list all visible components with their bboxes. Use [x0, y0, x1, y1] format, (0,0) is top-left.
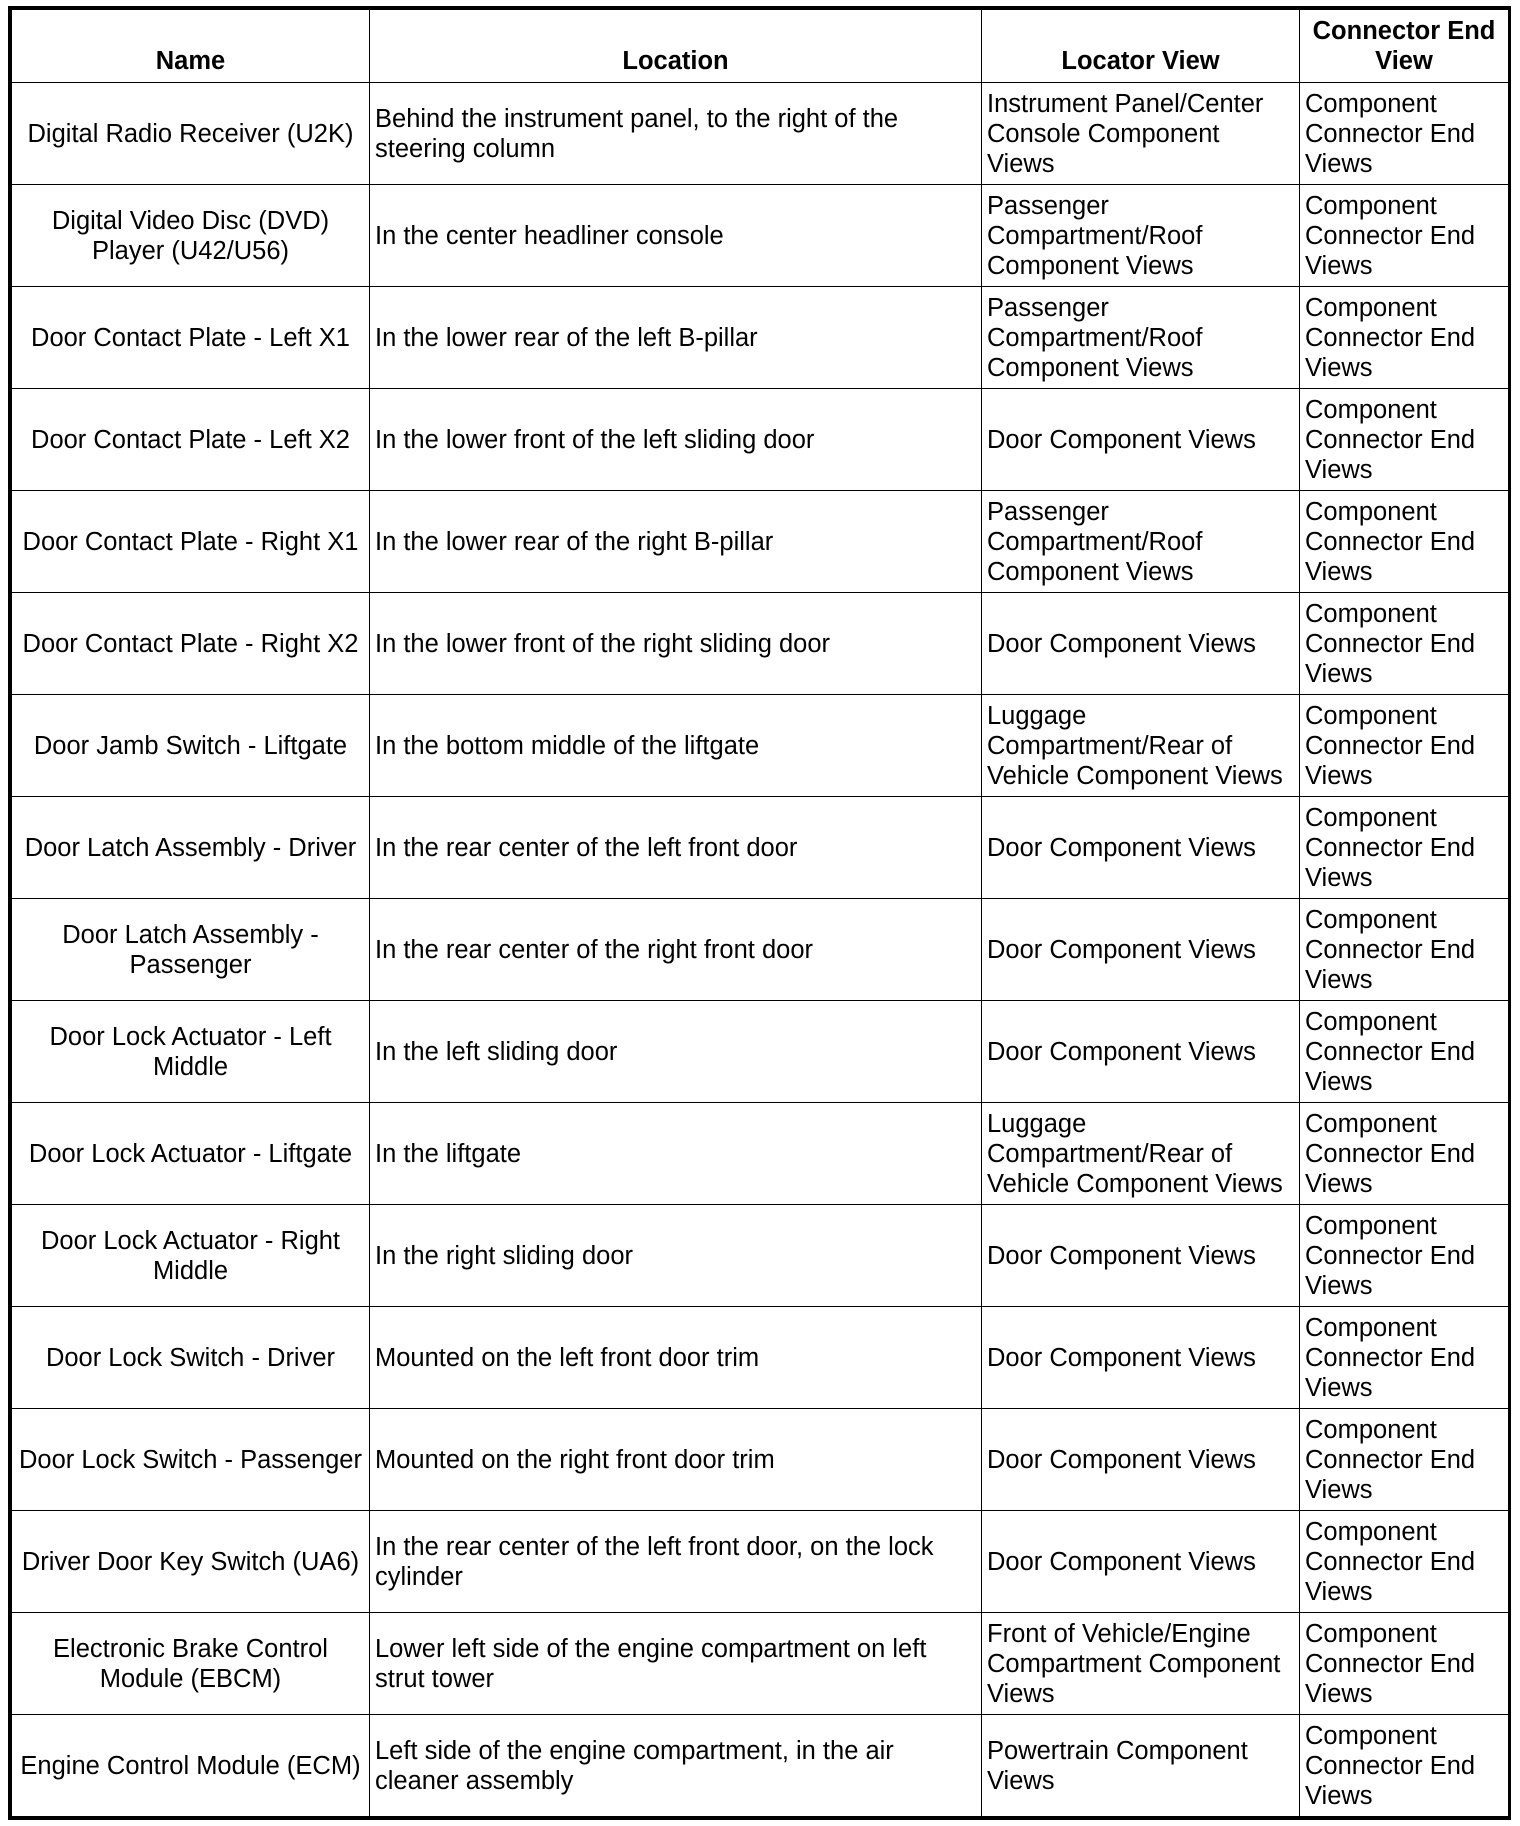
cell-name: Door Lock Actuator - Liftgate: [12, 1103, 370, 1205]
table-header-row: [12, 10, 1509, 83]
cell-location: Behind the instrument panel, to the right of the steering column: [370, 83, 982, 185]
cell-location: In the rear center of the left front door: [370, 797, 982, 899]
table-row: [12, 1001, 1509, 1103]
table-row: [12, 695, 1509, 797]
cell-connector-end-view: Component Connector End Views: [1300, 1409, 1509, 1511]
cell-locator-view: Front of Vehicle/Engine Compartment Component Views: [982, 1613, 1300, 1715]
cell-name: Door Jamb Switch - Liftgate: [12, 695, 370, 797]
cell-connector-end-view: Component Connector End Views: [1300, 83, 1509, 185]
table-row: [12, 797, 1509, 899]
cell-connector-end-view: Component Connector End Views: [1300, 1511, 1509, 1613]
table-row: [12, 287, 1509, 389]
cell-name: Door Lock Switch - Passenger: [12, 1409, 370, 1511]
cell-locator-view: Luggage Compartment/Rear of Vehicle Component Views: [982, 1103, 1300, 1205]
cell-connector-end-view: Component Connector End Views: [1300, 1001, 1509, 1103]
cell-location: In the left sliding door: [370, 1001, 982, 1103]
cell-locator-view: Powertrain Component Views: [982, 1715, 1300, 1817]
cell-location: In the lower front of the right sliding door: [370, 593, 982, 695]
table-row: [12, 1511, 1509, 1613]
table-row: [12, 1103, 1509, 1205]
table-row: [12, 1409, 1509, 1511]
cell-location: In the liftgate: [370, 1103, 982, 1205]
header-name: Name: [12, 10, 370, 83]
cell-connector-end-view: Component Connector End Views: [1300, 1205, 1509, 1307]
cell-connector-end-view: Component Connector End Views: [1300, 1613, 1509, 1715]
cell-name: Engine Control Module (ECM): [12, 1715, 370, 1817]
header-connector-end-view: Connector End View: [1300, 10, 1509, 83]
cell-name: Door Lock Actuator - Left Middle: [12, 1001, 370, 1103]
cell-locator-view: Door Component Views: [982, 1307, 1300, 1409]
cell-location: In the lower rear of the left B-pillar: [370, 287, 982, 389]
cell-locator-view: Passenger Compartment/Roof Component Views: [982, 185, 1300, 287]
cell-name: Door Latch Assembly - Passenger: [12, 899, 370, 1001]
cell-location: Lower left side of the engine compartment on left strut tower: [370, 1613, 982, 1715]
cell-location: Left side of the engine compartment, in the air cleaner assembly: [370, 1715, 982, 1817]
cell-name: Door Contact Plate - Left X2: [12, 389, 370, 491]
cell-location: In the rear center of the left front door, on the lock cylinder: [370, 1511, 982, 1613]
cell-location: In the lower front of the left sliding door: [370, 389, 982, 491]
cell-name: Door Contact Plate - Right X2: [12, 593, 370, 695]
cell-connector-end-view: Component Connector End Views: [1300, 797, 1509, 899]
cell-locator-view: Passenger Compartment/Roof Component Views: [982, 491, 1300, 593]
table-row: [12, 1205, 1509, 1307]
cell-connector-end-view: Component Connector End Views: [1300, 491, 1509, 593]
table-row: [12, 491, 1509, 593]
cell-name: Driver Door Key Switch (UA6): [12, 1511, 370, 1613]
cell-connector-end-view: Component Connector End Views: [1300, 389, 1509, 491]
component-locator-table: [11, 9, 1509, 1817]
cell-location: Mounted on the right front door trim: [370, 1409, 982, 1511]
cell-locator-view: Door Component Views: [982, 593, 1300, 695]
cell-name: Door Latch Assembly - Driver: [12, 797, 370, 899]
cell-locator-view: Door Component Views: [982, 1001, 1300, 1103]
cell-connector-end-view: Component Connector End Views: [1300, 1715, 1509, 1817]
header-location: Location: [370, 10, 982, 83]
cell-connector-end-view: Component Connector End Views: [1300, 1307, 1509, 1409]
table-row: [12, 1613, 1509, 1715]
cell-connector-end-view: Component Connector End Views: [1300, 287, 1509, 389]
cell-connector-end-view: Component Connector End Views: [1300, 185, 1509, 287]
cell-location: Mounted on the left front door trim: [370, 1307, 982, 1409]
cell-locator-view: Door Component Views: [982, 389, 1300, 491]
table-row: [12, 185, 1509, 287]
component-locator-document: [8, 6, 1511, 1820]
cell-connector-end-view: Component Connector End Views: [1300, 593, 1509, 695]
cell-locator-view: Door Component Views: [982, 1511, 1300, 1613]
header-locator-view: Locator View: [982, 10, 1300, 83]
cell-name: Door Contact Plate - Left X1: [12, 287, 370, 389]
cell-connector-end-view: Component Connector End Views: [1300, 1103, 1509, 1205]
cell-locator-view: Door Component Views: [982, 899, 1300, 1001]
cell-locator-view: Passenger Compartment/Roof Component Views: [982, 287, 1300, 389]
cell-location: In the right sliding door: [370, 1205, 982, 1307]
table-row: [12, 1715, 1509, 1817]
table-row: [12, 593, 1509, 695]
cell-name: Door Lock Switch - Driver: [12, 1307, 370, 1409]
table-row: [12, 389, 1509, 491]
cell-location: In the rear center of the right front door: [370, 899, 982, 1001]
cell-location: In the bottom middle of the liftgate: [370, 695, 982, 797]
cell-connector-end-view: Component Connector End Views: [1300, 695, 1509, 797]
cell-location: In the lower rear of the right B-pillar: [370, 491, 982, 593]
cell-name: Door Contact Plate - Right X1: [12, 491, 370, 593]
table-row: [12, 899, 1509, 1001]
cell-locator-view: Luggage Compartment/Rear of Vehicle Component Views: [982, 695, 1300, 797]
cell-location: In the center headliner console: [370, 185, 982, 287]
table-row: [12, 83, 1509, 185]
cell-locator-view: Door Component Views: [982, 1409, 1300, 1511]
cell-name: Door Lock Actuator - Right Middle: [12, 1205, 370, 1307]
cell-connector-end-view: Component Connector End Views: [1300, 899, 1509, 1001]
cell-locator-view: Door Component Views: [982, 797, 1300, 899]
table-row: [12, 1307, 1509, 1409]
cell-name: Digital Radio Receiver (U2K): [12, 83, 370, 185]
cell-name: Digital Video Disc (DVD) Player (U42/U56): [12, 185, 370, 287]
cell-locator-view: Door Component Views: [982, 1205, 1300, 1307]
cell-name: Electronic Brake Control Module (EBCM): [12, 1613, 370, 1715]
cell-locator-view: Instrument Panel/Center Console Component Views: [982, 83, 1300, 185]
